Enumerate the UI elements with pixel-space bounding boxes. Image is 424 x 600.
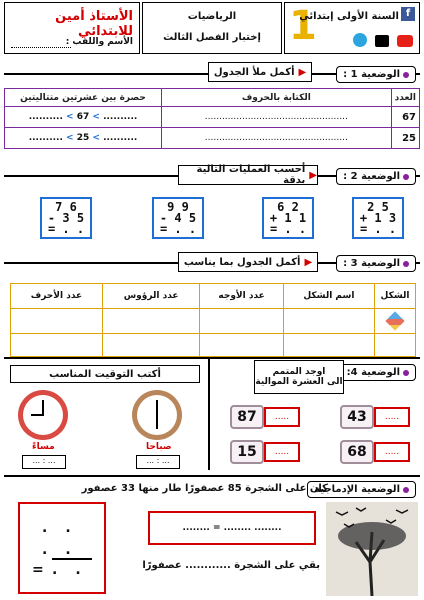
integration-answer[interactable]: بقي على الشجرة ............ عصفورًا bbox=[142, 560, 320, 571]
number-15: 15 bbox=[230, 440, 264, 464]
row1-range: .......... < 67 < .......... bbox=[5, 107, 162, 128]
col-words: الكتابة بالحروف bbox=[162, 89, 392, 107]
arrow-icon: ▶ bbox=[304, 256, 313, 268]
name-line bbox=[11, 47, 71, 48]
bullet-icon bbox=[403, 370, 409, 376]
integration-rule bbox=[4, 475, 420, 477]
clock-icon-evening bbox=[18, 390, 68, 440]
facebook-icon: f bbox=[401, 7, 415, 21]
col-number: العدد bbox=[391, 89, 419, 107]
name-label: الأسم واللقب : bbox=[65, 37, 133, 47]
column-operation-box[interactable]: .. .. = .. bbox=[18, 502, 106, 594]
bullet-icon bbox=[403, 174, 409, 180]
section2-label: الوضعية 2 : bbox=[336, 168, 416, 185]
row2-number: 25 bbox=[391, 128, 419, 149]
col-range: حصرة بين عشرتين متتاليتين bbox=[5, 89, 162, 107]
number-68: 68 bbox=[340, 440, 374, 464]
arrow-icon: ▶ bbox=[298, 66, 307, 78]
exam-title: إختبار الفصل الثالث bbox=[163, 32, 261, 43]
header-teacher-box bbox=[4, 2, 140, 54]
telegram-icon bbox=[353, 33, 367, 47]
answer-15[interactable]: ..... bbox=[264, 442, 300, 462]
subject: الرياضيات bbox=[187, 11, 237, 22]
youtube-icon bbox=[397, 35, 413, 47]
clock1-label: صباحا bbox=[146, 442, 172, 452]
section3-label: الوضعية 3 : bbox=[336, 255, 416, 272]
answer-87[interactable]: ..... bbox=[264, 407, 300, 427]
col-edges: عدد الأحرف bbox=[11, 284, 103, 309]
section4-rule bbox=[4, 357, 420, 359]
bullet-icon bbox=[403, 72, 409, 78]
section1-label: الوضعية 1 : bbox=[336, 66, 416, 83]
section4-label: الوضعية 4: bbox=[340, 364, 416, 381]
header-grade-box bbox=[284, 2, 420, 54]
number-87: 87 bbox=[230, 405, 264, 429]
section1-instruction: ▶ أكمل ملأ الجدول bbox=[208, 62, 312, 82]
clock2-answer[interactable]: ... : ... bbox=[22, 455, 66, 469]
answer-43[interactable]: ..... bbox=[374, 407, 410, 427]
operation-3[interactable]: 9 9 - 4 5 = . . bbox=[152, 197, 204, 239]
teacher-name: الأستاذ أمين للابتدائي bbox=[55, 9, 133, 39]
cube-icon bbox=[385, 311, 404, 330]
header-subject-box bbox=[142, 2, 282, 54]
col-vertices: عدد الرؤوس bbox=[102, 284, 200, 309]
row1-words[interactable]: .................................................. bbox=[162, 107, 392, 128]
row1-number: 67 bbox=[391, 107, 419, 128]
section2-instruction: ▶ أحسب العمليات التالية بدقة bbox=[178, 165, 318, 185]
integration-label: الوضعية الإدماجية bbox=[307, 481, 416, 498]
bullet-icon bbox=[403, 487, 409, 493]
number-43: 43 bbox=[340, 405, 374, 429]
col-shape-name: اسم الشكل bbox=[283, 284, 374, 309]
clock2-label: مساءً bbox=[32, 442, 55, 452]
col-faces: عدد الأوجه bbox=[200, 284, 283, 309]
answer-68[interactable]: ..... bbox=[374, 442, 410, 462]
cube-cell bbox=[375, 309, 416, 334]
arrow-icon: ▶ bbox=[309, 169, 317, 181]
clock1-answer[interactable]: ... : ... bbox=[136, 455, 180, 469]
operation-2[interactable]: 6 2 + 1 1 = . . bbox=[262, 197, 314, 239]
bullet-icon bbox=[403, 261, 409, 267]
operation-4[interactable]: 7 6 - 3 5 = . . bbox=[40, 197, 92, 239]
clock-instruction: أكتب التوقيت المناسب bbox=[10, 365, 200, 383]
clock-icon-morning bbox=[132, 390, 182, 440]
grade-logo: 1 bbox=[289, 3, 317, 49]
section4-divider bbox=[208, 358, 210, 470]
integration-problem: كان على الشجرة 85 عصفورًا طار منها 33 عصفور bbox=[81, 483, 328, 494]
section3-instruction: ▶ أكمل الجدول بما يناسب bbox=[178, 252, 318, 272]
grade-label: السنة الأولى إبتدائي bbox=[299, 11, 399, 22]
section3-table bbox=[10, 283, 416, 357]
video-icon bbox=[375, 35, 389, 47]
section1-table bbox=[4, 88, 420, 149]
operation-1[interactable]: 2 5 + 1 3 = . . bbox=[352, 197, 404, 239]
row2-range: .......... < 25 < .......... bbox=[5, 128, 162, 149]
equation-box[interactable]: ........ = ........ ........ bbox=[148, 511, 316, 545]
section4-instruction: اوجد المتمم الى العشرة الموالية bbox=[254, 360, 344, 394]
row2-words[interactable]: .................................................. bbox=[162, 128, 392, 149]
col-shape: الشكل bbox=[375, 284, 416, 309]
tree-birds-image bbox=[326, 502, 418, 596]
